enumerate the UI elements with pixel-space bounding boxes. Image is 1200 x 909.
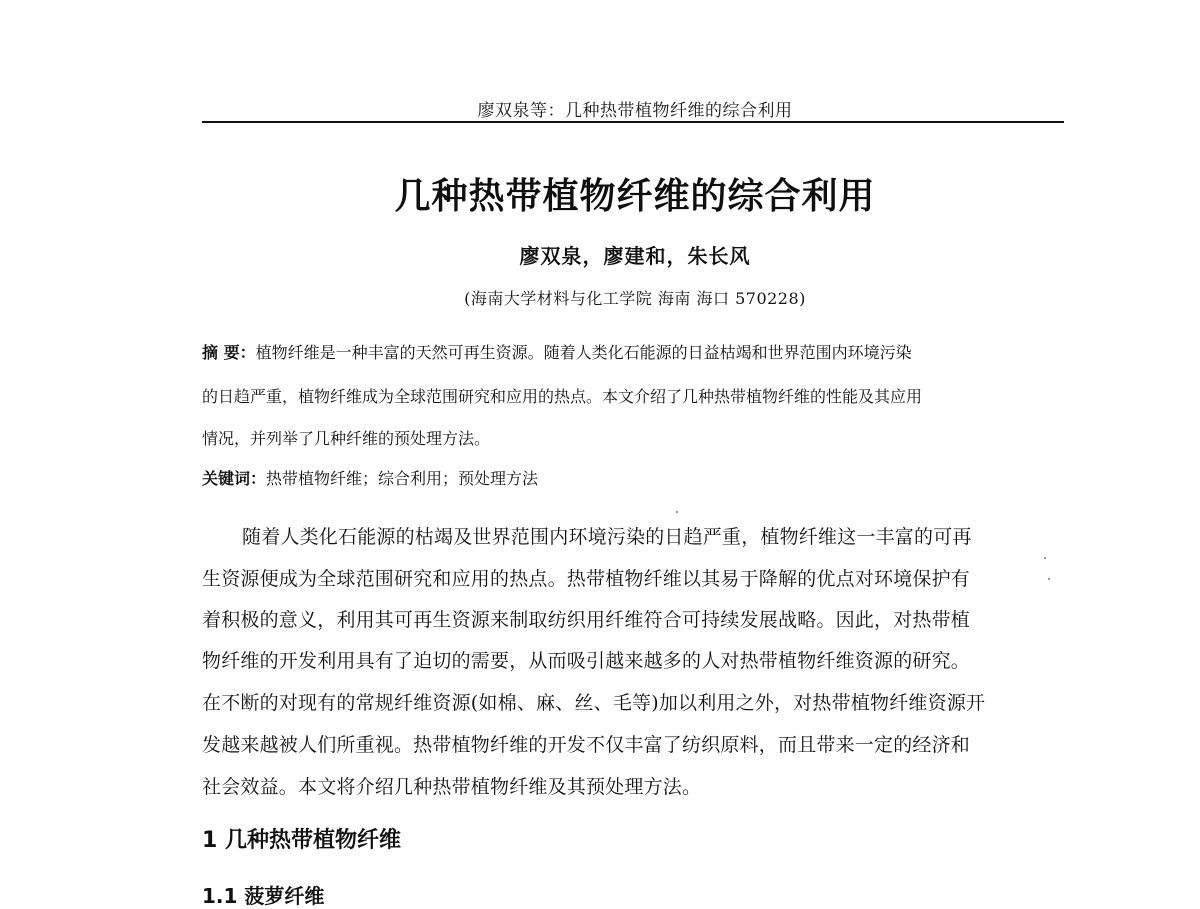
- scan-speck: [676, 511, 678, 513]
- scan-speck: [1044, 557, 1046, 559]
- header-rule: [202, 121, 1064, 123]
- abstract-label: 摘 要：: [202, 343, 256, 362]
- keywords-line: [202, 466, 1062, 489]
- paragraph-line: 发越来越被人们所重视。热带植物纤维的开发不仅丰富了纺织原料，而且带来一定的经济和: [202, 734, 971, 756]
- paragraph-line: 生资源便成为全球范围研究和应用的热点。热带植物纤维以其易于降解的优点对环境保护有: [202, 568, 971, 590]
- abstract-line: [202, 340, 912, 363]
- paragraph-line: 着积极的意义，利用其可再生资源来制取纺织用纤维符合可持续发展战略。因此，对热带植: [202, 609, 971, 631]
- paragraph-line: 在不断的对现有的常规纤维资源(如棉、麻、丝、毛等)加以利用之外，对热带植物纤维资源开: [202, 692, 986, 714]
- paragraph-line: 物纤维的开发利用具有了迫切的需要，从而吸引越来越多的人对热带植物纤维资源的研究。: [202, 650, 971, 672]
- scan-speck: [1048, 578, 1050, 580]
- abstract-line: 情况，并列举了几种纤维的预处理方法。: [202, 429, 491, 448]
- paragraph-line: 社会效益。本文将介绍几种热带植物纤维及其预处理方法。: [202, 776, 702, 798]
- keywords-label: 关键词：: [202, 469, 267, 488]
- subsection-heading: 1.1 菠萝纤维: [202, 884, 325, 908]
- section-heading: 1 几种热带植物纤维: [202, 828, 401, 853]
- author-list: 廖双泉，廖建和，朱长风: [519, 244, 751, 268]
- abstract-text: 植物纤维是一种丰富的天然可再生资源。随着人类化石能源的日益枯竭和世界范围内环境污染: [255, 343, 912, 362]
- paper-title: 几种热带植物纤维的综合利用: [394, 176, 876, 217]
- keywords-text: 热带植物纤维；综合利用；预处理方法: [266, 469, 539, 488]
- paragraph-line: 随着人类化石能源的枯竭及世界范围内环境污染的日趋严重，植物纤维这一丰富的可再: [242, 526, 972, 548]
- running-header: 廖双泉等：几种热带植物纤维的综合利用: [477, 101, 793, 121]
- author-affiliation: (海南大学材料与化工学院 海南 海口 570228): [464, 289, 806, 308]
- abstract-line: 的日趋严重，植物纤维成为全球范围研究和应用的热点。本文介绍了几种热带植物纤维的性能及其应用: [202, 387, 923, 406]
